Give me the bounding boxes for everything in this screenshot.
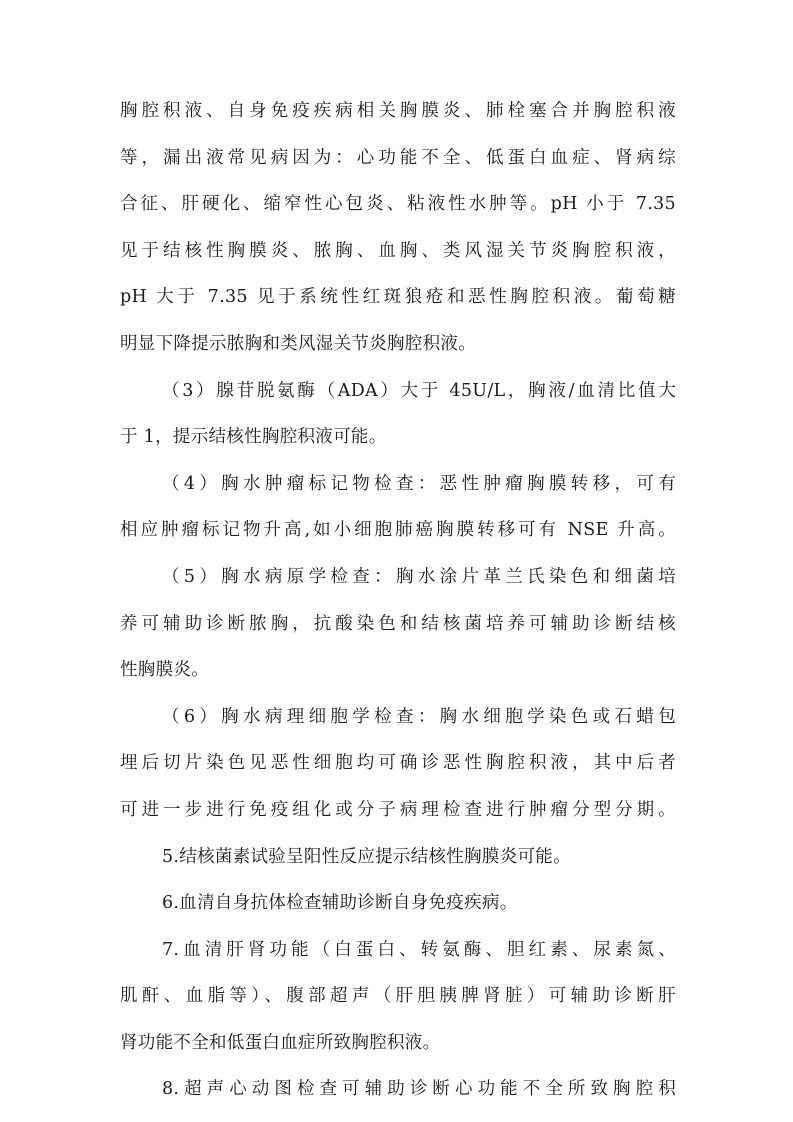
- list-item-6: 6.血清自身抗体检查辅助诊断自身免疫疾病。: [162, 893, 518, 914]
- paragraph-3-start: （3）腺苷脱氨酶（ADA）大于 45U/L，胸液/血清比值大: [162, 380, 676, 401]
- text-line: 等，漏出液常见病因为：心功能不全、低蛋白血症、肾病综: [120, 147, 676, 168]
- paragraph-4-start: （4）胸水肿瘤标记物检查：恶性肿瘤胸膜转移，可有: [162, 473, 676, 494]
- paragraph-6-start: （6）胸水病理细胞学检查：胸水细胞学染色或石蜡包: [162, 706, 676, 727]
- text-line: 性胸膜炎。: [120, 660, 209, 681]
- list-item-5: 5.结核菌素试验呈阳性反应提示结核性胸膜炎可能。: [162, 846, 571, 867]
- text-line: 于 1，提示结核性胸腔积液可能。: [120, 427, 387, 448]
- text-line: 合征、肝硬化、缩窄性心包炎、粘液性水肿等。pH 小于 7.35: [120, 194, 676, 215]
- text-line: 肌酐、血脂等）、腹部超声（肝胆胰脾肾脏）可辅助诊断肝: [120, 986, 676, 1007]
- text-line: 肾功能不全和低蛋白血症所致胸腔积液。: [120, 1032, 441, 1053]
- document-body: [120, 88, 676, 1113]
- text-line: pH 大于 7.35 见于系统性红斑狼疮和恶性胸腔积液。葡萄糖: [120, 287, 676, 308]
- list-item-8: 8.超声心动图检查可辅助诊断心功能不全所致胸腔积: [162, 1079, 676, 1100]
- text-line: 相应肿瘤标记物升高,如小细胞肺癌胸膜转移可有 NSE 升高。: [120, 520, 676, 541]
- list-item-7: 7.血清肝肾功能（白蛋白、转氨酶、胆红素、尿素氮、: [162, 939, 676, 960]
- text-line: 埋后切片染色见恶性细胞均可确诊恶性胸腔积液，其中后者: [120, 753, 676, 774]
- paragraph-5-start: （5）胸水病原学检查：胸水涂片革兰氏染色和细菌培: [162, 566, 676, 587]
- text-line: 明显下降提示脓胸和类风湿关节炎胸腔积液。: [120, 333, 476, 354]
- text-line: 胸腔积液、自身免疫疾病相关胸膜炎、肺栓塞合并胸腔积液: [120, 101, 676, 121]
- text-line: 可进一步进行免疫组化或分子病理检查进行肿瘤分型分期。: [120, 799, 676, 820]
- text-line: 见于结核性胸膜炎、脓胸、血胸、类风湿关节炎胸腔积液，: [120, 240, 676, 261]
- text-line: 养可辅助诊断脓胸，抗酸染色和结核菌培养可辅助诊断结核: [120, 613, 676, 634]
